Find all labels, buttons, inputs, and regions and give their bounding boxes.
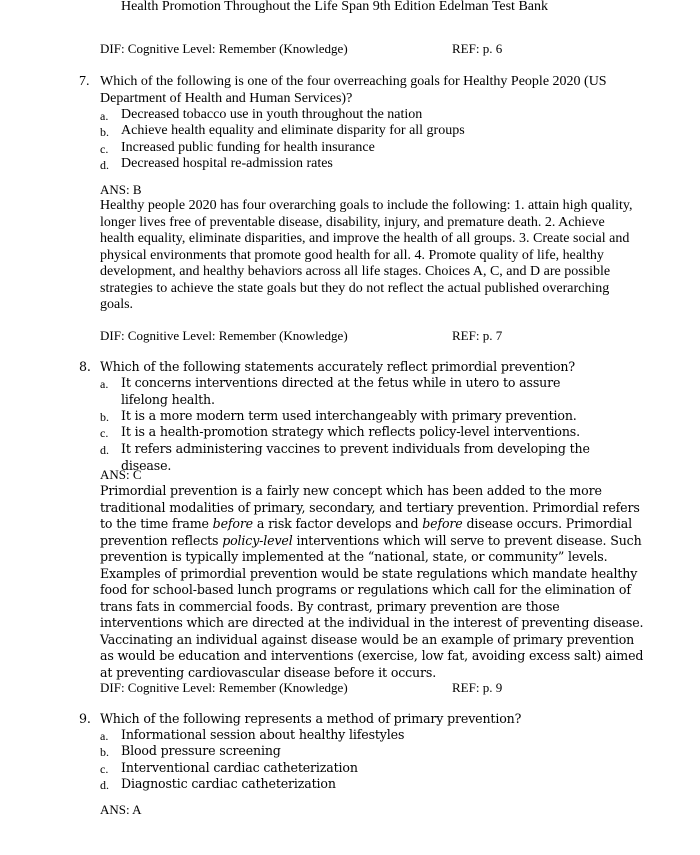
ref-label: REF: p. 9	[452, 680, 503, 695]
rationale-text: a risk factor develops and	[253, 516, 423, 531]
question-stem	[79, 359, 630, 376]
option-letter: d.	[100, 443, 109, 457]
option-letter: a.	[100, 729, 109, 743]
option-letter: a.	[100, 109, 109, 123]
question-text: Which of the following represents a method of primary prevention?	[100, 711, 522, 726]
option-c	[100, 424, 620, 441]
option-a	[100, 375, 620, 408]
rationale-text: Primordial prevention is a fairly new concept which has been added to the more traditional modalities of primary, secondary, and tertiary prevention. Primordial refers to the time frame	[100, 483, 640, 531]
option-c	[100, 760, 620, 777]
question-text: Which of the following is one of the four overreaching goals for Healthy People 2020 (US Department of Health and Human Services)?	[100, 74, 607, 106]
rationale-emphasis: before	[212, 516, 253, 531]
option-letter: b.	[100, 410, 109, 424]
rationale-emphasis: before	[422, 516, 463, 531]
rationale-text: interventions which will serve to prevent disease. Such prevention is typically implemented at the “national, state, or community” levels. Examples of primordial prevention would be state regulations which mandate healthy food for school-based lunch programs or regulations which call for the elimination of trans fats in commercial foods. By contrast, primary prevention are those interventions which are directed at the individual in the interest of preventing disease. Vaccinating an individual against disease would be an example of primary prevention as would be education and interventions (exercise, low fat, avoiding excess salt) aimed at preventing cardiovascular disease before it occurs.	[100, 532, 644, 680]
option-text: Diagnostic cardiac catheterization	[121, 776, 336, 791]
option-text: Blood pressure screening	[121, 743, 281, 758]
option-text: Decreased hospital re-admission rates	[121, 156, 333, 171]
option-a	[100, 107, 620, 124]
option-b	[100, 408, 620, 425]
page-header-title: Health Promotion Throughout the Life Span 9th Edition Edelman Test Bank	[121, 0, 548, 14]
option-letter: c.	[100, 142, 109, 156]
prev-question-meta	[100, 41, 503, 58]
rationale	[100, 483, 645, 681]
dif-label: DIF: Cognitive Level: Remember (Knowledge)	[100, 41, 348, 56]
question-meta	[100, 328, 503, 345]
option-text: Decreased tobacco use in youth throughout the nation	[121, 107, 423, 122]
option-text: Increased public funding for health insurance	[121, 140, 375, 155]
rationale-emphasis: policy-level	[222, 532, 293, 548]
option-letter: a.	[100, 377, 109, 391]
rationale-text: disease occurs. Primordial prevention reflects	[100, 516, 632, 548]
question-number: 7.	[79, 74, 90, 89]
option-a	[100, 727, 620, 744]
option-text: Achieve health equality and eliminate disparity for all groups	[121, 123, 465, 138]
option-text: It refers administering vaccines to prevent individuals from developing the disease.	[121, 441, 590, 473]
question-meta	[100, 680, 503, 697]
question-stem	[79, 74, 630, 107]
option-letter: b.	[100, 745, 109, 759]
dif-label: DIF: Cognitive Level: Remember (Knowledge)	[100, 328, 348, 343]
option-text: Interventional cardiac catheterization	[121, 760, 358, 775]
option-letter: b.	[100, 125, 109, 139]
ref-label: REF: p. 7	[452, 328, 503, 343]
question-number: 9.	[79, 711, 91, 726]
option-b	[100, 123, 620, 140]
option-text: It is a health-promotion strategy which reflects policy-level interventions.	[121, 424, 580, 439]
rationale: Healthy people 2020 has four overarching goals to include the following: 1. attain high quality, longer lives free of preventable disease, disability, injury, and premature death. 2. Achieve health equality, eliminate disparities, and improve the health of all groups. 3. Create social and physical environments that promote good health for all. 4. Promote quality of life, healthy development, and healthy behaviors across all life stages. Choices A, C, and D are possible strategies to achieve the state goals but they do not reflect the actual published overarching goals.	[100, 198, 633, 312]
option-d	[100, 776, 620, 793]
ref-label: REF: p. 6	[452, 41, 503, 56]
option-b	[100, 743, 620, 760]
option-text: Informational session about healthy lifestyles	[121, 727, 405, 742]
option-letter: d.	[100, 158, 109, 172]
option-letter: c.	[100, 762, 109, 776]
option-c	[100, 140, 620, 157]
question-text: Which of the following statements accurately reflect primordial prevention?	[100, 359, 575, 374]
question-stem	[79, 711, 630, 728]
answer-label: ANS: A	[100, 802, 142, 817]
option-text: It is a more modern term used interchangeably with primary prevention.	[121, 408, 577, 423]
option-d	[100, 441, 620, 474]
option-d	[100, 156, 620, 173]
answer-label: ANS: C	[100, 467, 142, 482]
answer-label: ANS: B	[100, 182, 142, 197]
option-text: It concerns interventions directed at the fetus while in utero to assure lifelong health.	[121, 375, 561, 407]
dif-label: DIF: Cognitive Level: Remember (Knowledge)	[100, 680, 348, 695]
question-number: 8.	[79, 359, 91, 374]
option-letter: c.	[100, 426, 109, 440]
option-letter: d.	[100, 778, 109, 792]
